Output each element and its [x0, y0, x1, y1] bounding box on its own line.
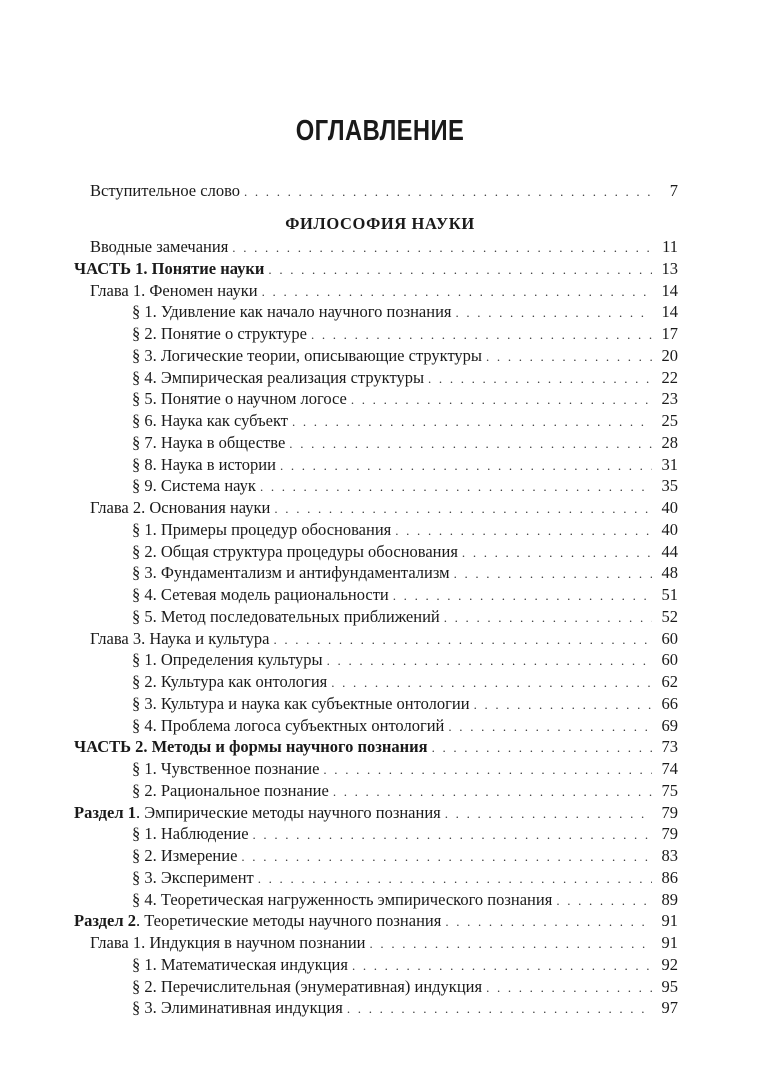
leader-dots: [474, 694, 652, 716]
toc-entry[interactable]: [90, 932, 678, 954]
leader-dots: [486, 346, 652, 368]
toc-entry-label: § 2. Понятие о структуре: [132, 324, 307, 343]
toc-entry-label-bold: Раздел 1: [74, 802, 136, 822]
toc-entry-page: 40: [661, 519, 678, 539]
toc-entry-label: Вступительное слово: [90, 181, 240, 200]
leader-dots: [258, 868, 652, 890]
toc-entry-page: 92: [661, 954, 678, 974]
toc-entry-label: Вводные замечания: [90, 237, 229, 256]
leader-dots: [232, 237, 652, 259]
toc-entry-label: Глава 1. Феномен науки: [90, 280, 258, 300]
toc-entry-label: § 4. Теоретическая нагруженность эмпирического познания: [132, 889, 553, 909]
toc-entry-page: 40: [661, 498, 678, 517]
leader-dots: [241, 846, 652, 868]
toc-entry-page: 13: [661, 258, 678, 278]
toc-entry-label: [74, 910, 445, 932]
toc-entry-intro[interactable]: [90, 180, 678, 202]
leader-dots: [253, 824, 652, 846]
toc-entry-label: § 6. Наука как субъект: [132, 411, 288, 430]
toc-entry-page: 73: [661, 737, 678, 757]
toc-entry-label: § 2. Общая структура процедуры обоснования: [132, 541, 458, 561]
toc-entry[interactable]: [132, 780, 678, 802]
leader-dots: [445, 911, 652, 933]
toc-entry-page: 79: [661, 802, 678, 822]
toc-entry[interactable]: [132, 388, 678, 410]
toc-entry[interactable]: [132, 519, 678, 541]
leader-dots: [556, 890, 652, 912]
toc-entry-label: Глава 2. Основания науки: [90, 498, 271, 517]
toc-entry-page: 48: [661, 563, 678, 583]
leader-dots: [268, 259, 652, 281]
leader-dots: [428, 368, 652, 390]
toc-entry-page: 51: [661, 585, 678, 604]
toc-entry-page: 79: [661, 824, 678, 844]
leader-dots: [333, 781, 652, 803]
toc-entry-label: § 1. Определения культуры: [132, 650, 323, 670]
leader-dots: [454, 563, 652, 585]
toc-entry-page: 44: [661, 541, 678, 561]
toc-entry[interactable]: [74, 910, 678, 932]
toc-entry-label: ЧАСТЬ 2. Методы и формы научного познания: [74, 737, 428, 757]
leader-dots: [289, 433, 652, 455]
toc-entry[interactable]: [132, 954, 678, 976]
toc-entry-page: 52: [661, 606, 678, 626]
toc-entry-page: 86: [661, 867, 678, 887]
leader-dots: [456, 302, 653, 324]
toc-entry-label: § 2. Перечислительная (энумеративная) индукция: [132, 976, 483, 996]
toc-entry-page: 69: [661, 715, 678, 735]
toc-entry[interactable]: [132, 649, 678, 671]
leader-dots: [274, 498, 652, 520]
toc-entry-label: § 3. Логические теории, описывающие структуры: [132, 345, 483, 365]
toc-entry-label: § 5. Метод последовательных приближений: [132, 606, 440, 626]
leader-dots: [311, 324, 652, 346]
toc-entry[interactable]: [132, 976, 678, 998]
page-title: ОГЛАВЛЕНИЕ: [295, 115, 465, 147]
toc-entry-page: 60: [661, 650, 678, 670]
toc-entry[interactable]: [132, 671, 678, 693]
toc-entry[interactable]: [74, 736, 678, 758]
toc-entry-page: 11: [662, 237, 678, 256]
leader-dots: [445, 803, 652, 825]
leader-dots: [352, 955, 652, 977]
toc-entry[interactable]: [132, 475, 678, 497]
toc-entry[interactable]: [132, 432, 678, 454]
toc-entry[interactable]: [90, 628, 678, 650]
toc-entry-page: 20: [661, 345, 678, 365]
toc-entry-label: § 8. Наука в истории: [132, 454, 276, 474]
toc-entry-label: ЧАСТЬ 1. Понятие науки: [74, 258, 265, 278]
toc-entry-label: § 3. Элиминативная индукция: [132, 998, 343, 1018]
toc-entry-label: § 4. Сетевая модель рациональности: [132, 585, 389, 604]
toc-entry-label: § 3. Фундаментализм и антифундаментализм: [132, 563, 450, 583]
toc-entry-label-bold: Раздел 2: [74, 911, 136, 931]
toc-entry-page: 25: [661, 411, 678, 430]
leader-dots: [292, 411, 652, 433]
toc-entry-page: 62: [661, 672, 678, 691]
toc-entry[interactable]: [132, 584, 678, 606]
toc-entry-label: § 1. Математическая индукция: [132, 954, 348, 974]
toc-entry-label: § 1. Примеры процедур обоснования: [132, 519, 392, 539]
toc-entry[interactable]: [132, 323, 678, 345]
toc-entry-page: 35: [661, 476, 678, 496]
toc-entry-label: Глава 3. Наука и культура: [90, 628, 270, 648]
toc-entry-label: § 5. Понятие о научном логосе: [132, 389, 347, 409]
toc-entry-page: 60: [661, 628, 678, 648]
toc-entry-label: § 1. Удивление как начало научного познания: [132, 302, 452, 322]
toc-entry[interactable]: [132, 345, 678, 367]
leader-dots: [432, 737, 652, 759]
toc-entry[interactable]: [132, 693, 678, 715]
toc-entry[interactable]: [132, 410, 678, 432]
toc-entry-label: § 1. Чувственное познание: [132, 759, 320, 778]
toc-entry[interactable]: [90, 236, 678, 258]
toc-entry-page: 66: [661, 693, 678, 713]
toc-entry-label: § 3. Культура и наука как субъектные онтологии: [132, 693, 470, 713]
toc-entry-label: § 2. Культура как онтология: [132, 672, 328, 691]
toc-entry-page: 14: [661, 280, 678, 300]
toc-entry[interactable]: [132, 845, 678, 867]
toc-entry[interactable]: [132, 301, 678, 323]
leader-dots: [370, 933, 652, 955]
toc-entry[interactable]: [74, 258, 678, 280]
toc-entry-page: 91: [661, 911, 678, 931]
toc-entry-page: 7: [669, 181, 678, 200]
toc-entry[interactable]: [132, 867, 678, 889]
leader-dots: [331, 672, 652, 694]
toc-entry[interactable]: [132, 823, 678, 845]
toc-entry-label: Глава 1. Индукция в научном познании: [90, 933, 366, 952]
toc-entry-label: § 7. Наука в обществе: [132, 432, 286, 452]
toc-entry-page: 75: [661, 780, 678, 800]
leader-dots: [323, 759, 652, 781]
toc-entry-page: 97: [661, 998, 678, 1018]
toc-entry[interactable]: [132, 758, 678, 780]
toc-entry[interactable]: [132, 997, 678, 1019]
toc-entry-page: 23: [661, 389, 678, 409]
toc-entry[interactable]: [132, 606, 678, 628]
toc-entry[interactable]: [132, 541, 678, 563]
toc-entry-page: 74: [661, 759, 678, 778]
toc-entry-label: § 3. Эксперимент: [132, 867, 254, 887]
leader-dots: [260, 476, 652, 498]
leader-dots: [280, 455, 652, 477]
toc-entry-label-rest: . Теоретические методы научного познания: [135, 911, 442, 931]
toc-entry-page: 28: [661, 432, 678, 452]
toc-entry-label: § 2. Рациональное познание: [132, 780, 329, 800]
leader-dots: [262, 281, 652, 303]
toc-entry[interactable]: [74, 802, 678, 824]
leader-dots: [351, 389, 652, 411]
leader-dots: [393, 585, 652, 607]
toc-entry-label: [74, 802, 445, 824]
toc-entry[interactable]: [90, 497, 678, 519]
toc-entry-page: 17: [661, 324, 678, 343]
toc-entry-page: 14: [661, 302, 678, 322]
leader-dots: [347, 998, 652, 1020]
toc-entry-label: § 9. Система наук: [132, 476, 256, 496]
toc-entry[interactable]: [132, 715, 678, 737]
leader-dots: [273, 629, 652, 651]
toc-entry[interactable]: [132, 562, 678, 584]
leader-dots: [486, 977, 652, 999]
toc-entry-label: § 4. Эмпирическая реализация структуры: [132, 367, 425, 387]
toc-entry-page: 89: [661, 889, 678, 909]
leader-dots: [448, 716, 652, 738]
toc-entry[interactable]: [90, 280, 678, 302]
toc-entry[interactable]: [132, 367, 678, 389]
toc-entry-label: § 2. Измерение: [132, 846, 238, 865]
toc-entry-page: 22: [661, 367, 678, 387]
leader-dots: [395, 520, 652, 542]
toc-entry-page: 91: [661, 933, 678, 952]
leader-dots: [444, 607, 652, 629]
toc-entry-page: 31: [661, 454, 678, 474]
toc-entry-label-rest: . Эмпирические методы научного познания: [135, 802, 441, 822]
toc-entry-page: 95: [661, 976, 678, 996]
toc-entry-page: 83: [661, 846, 678, 865]
toc-entry[interactable]: [132, 454, 678, 476]
toc-entry-label: § 4. Проблема логоса субъектных онтологий: [132, 715, 445, 735]
toc-entry-label: § 1. Наблюдение: [132, 824, 249, 844]
leader-dots: [327, 650, 652, 672]
leader-dots: [462, 542, 652, 564]
section-heading: ФИЛОСОФИЯ НАУКИ: [285, 214, 475, 233]
leader-dots: [244, 181, 652, 203]
toc-entry[interactable]: [132, 889, 678, 911]
